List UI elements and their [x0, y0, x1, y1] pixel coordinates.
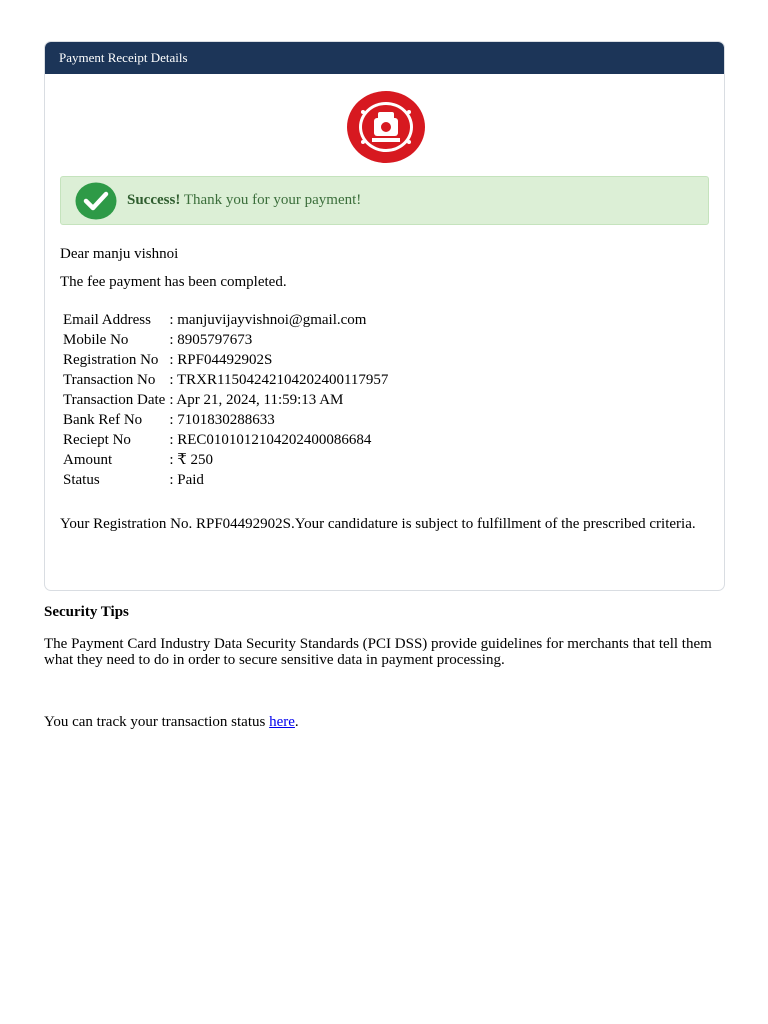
- security-tips-title: Security Tips: [44, 604, 129, 620]
- detail-label: Status: [63, 472, 100, 488]
- security-tips-body: The Payment Card Industry Data Security Standards (PCI DSS) provide guidelines for merchants that tell them what they need to do in order to secure sensitive data in payment processing.: [44, 636, 712, 668]
- detail-row: [60, 410, 391, 430]
- detail-row: [60, 350, 391, 370]
- receipt-card: [44, 41, 725, 591]
- completion-message: The fee payment has been completed.: [60, 274, 287, 290]
- detail-value: : ₹ 250: [169, 452, 214, 468]
- detail-value: : 7101830288633: [169, 412, 275, 428]
- detail-label: Mobile No: [63, 332, 129, 348]
- indian-railways-logo: [346, 90, 426, 164]
- detail-value: : 8905797673: [169, 332, 253, 348]
- detail-row: [60, 310, 391, 330]
- track-here-link[interactable]: here: [269, 714, 295, 730]
- alert-message: [127, 177, 361, 224]
- check-circle-icon: [75, 182, 117, 220]
- greeting: Dear manju vishnoi: [60, 246, 179, 262]
- card-header-title: Payment Receipt Details: [59, 50, 188, 65]
- detail-value: : RPF04492902S: [169, 352, 273, 368]
- alert-strong: Success!: [127, 192, 181, 208]
- detail-label: Reciept No: [63, 432, 131, 448]
- detail-value: : REC0101012104202400086684: [169, 432, 372, 448]
- track-suffix: .: [294, 714, 299, 730]
- detail-label: Bank Ref No: [63, 412, 143, 428]
- track-prefix: You can track your transaction status: [44, 714, 270, 730]
- detail-label: Transaction Date: [63, 392, 166, 408]
- detail-value: : Apr 21, 2024, 11:59:13 AM: [169, 392, 344, 408]
- detail-row: [60, 330, 391, 350]
- card-header: [45, 42, 724, 74]
- detail-value: : manjuvijayvishnoi@gmail.com: [169, 312, 367, 328]
- detail-row: [60, 470, 391, 490]
- alert-text: Thank you for your payment!: [183, 192, 362, 208]
- detail-label: Amount: [63, 452, 113, 468]
- detail-value: : TRXR11504242104202400117957: [169, 372, 389, 388]
- success-alert: [60, 176, 709, 225]
- detail-label: Transaction No: [63, 372, 156, 388]
- track-status-text: [44, 714, 299, 731]
- detail-label: Email Address: [63, 312, 151, 328]
- detail-row: [60, 430, 391, 450]
- detail-label: Registration No: [63, 352, 159, 368]
- detail-row: [60, 390, 391, 410]
- detail-row: [60, 370, 391, 390]
- registration-note: Your Registration No. RPF04492902S.Your candidature is subject to fulfillment of the prescribed criteria.: [60, 516, 696, 532]
- detail-value: : Paid: [169, 472, 204, 488]
- payment-details-table: [60, 310, 391, 490]
- detail-row: [60, 450, 391, 470]
